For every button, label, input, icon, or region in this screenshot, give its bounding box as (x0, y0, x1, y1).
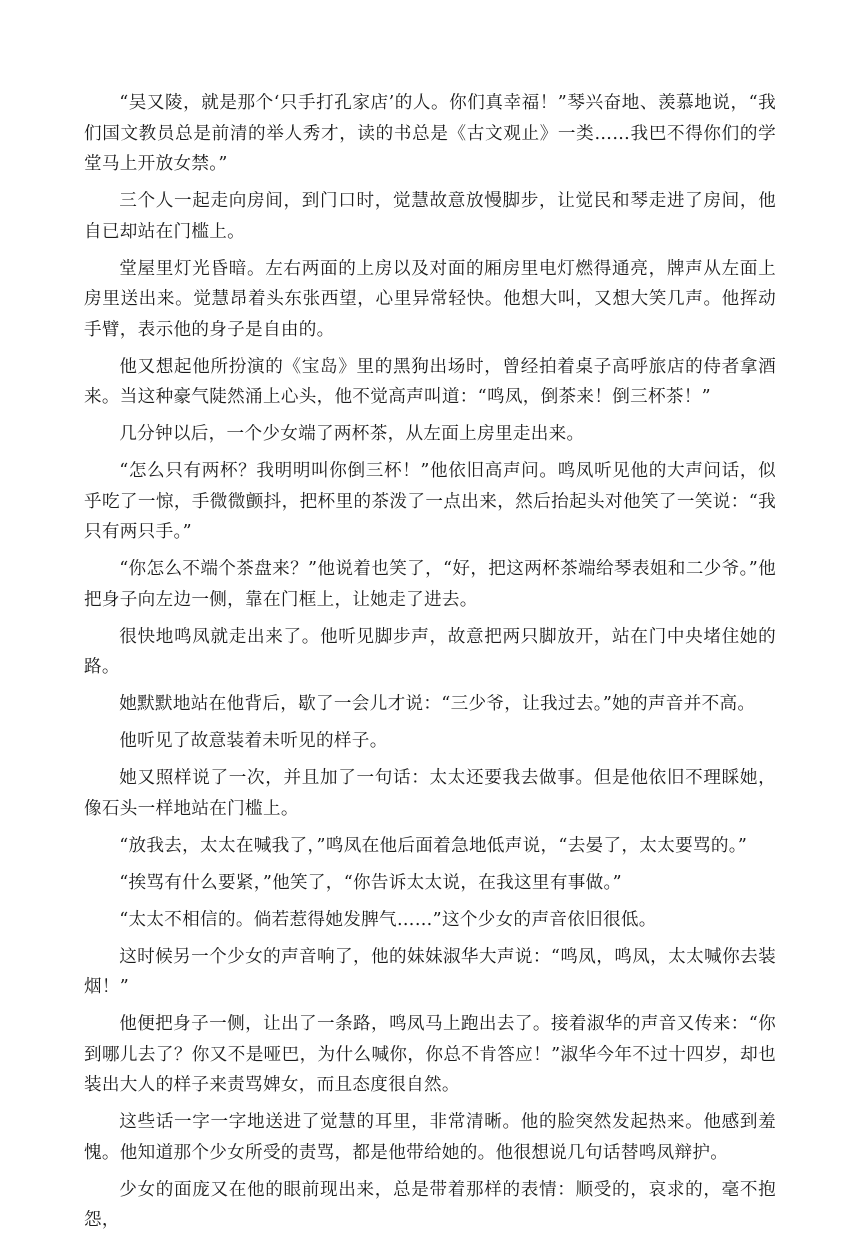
paragraph-15: 这时候另一个少女的声音响了，他的妹妹淑华大声说：“鸣凤，鸣凤，太太喊你去装烟！” (84, 946, 776, 997)
paragraph-3: 堂屋里灯光昏暗。左右两面的上房以及对面的厢房里电灯燃得通亮，牌声从左面上房里送出来。觉慧昂着头东张西望，心里异常轻快。他想大叫，又想大笑几声。他挥动手臂，表示他的身子是自由的。 (84, 258, 776, 340)
paragraph-11: 她又照样说了一次，并且加了一句话：太太还要我去做事。但是他依旧不理睬她，像石头一样地站在门槛上。 (84, 768, 776, 819)
paragraph-12: “放我去，太太在喊我了，”鸣凤在他后面着急地低声说，“去晏了，太太要骂的。” (119, 835, 748, 856)
paragraph-6: “怎么只有两杯？我明明叫你倒三杯！”他依旧高声问。鸣凤听见他的大声问话，似乎吃了一惊，手微微颤抖，把杯里的茶泼了一点出来，然后抬起头对他笑了一笑说：“我只有两只手。” (84, 461, 776, 542)
paragraph-7: “你怎么不端个茶盘来？”他说着也笑了，“好，把这两杯茶端给琴表姐和二少爷。”他把身子向左边一侧，靠在门框上，让她走了进去。 (84, 559, 776, 610)
paragraph-8: 很快地鸣凤就走出来了。他听见脚步声，故意把两只脚放开，站在门中央堵住她的路。 (84, 626, 776, 677)
paragraph-2: 三个人一起走向房间，到门口时，觉慧故意放慢脚步，让觉民和琴走进了房间，他自已却站在门槛上。 (84, 191, 776, 242)
paragraph-4: 他又想起他所扮演的《宝岛》里的黑狗出场时，曾经拍着桌子高呼旅店的侍者拿酒来。当这种豪气陡然涌上心头，他不觉高声叫道：“鸣凤，倒茶来！倒三杯茶！” (84, 356, 776, 407)
paragraph-14: “太太不相信的。倘若惹得她发脾气……”这个少女的声音依旧很低。 (119, 909, 657, 930)
paragraph-13: “挨骂有什么要紧，”他笑了，“你告诉太太说，在我这里有事做。” (119, 872, 622, 893)
paragraph-16: 他便把身子一侧，让出了一条路，鸣凤马上跑出去了。接着淑华的声音又传来：“你到哪儿去了？你又不是哑巴，为什么喊你，你总不肯答应！”淑华今年不过十四岁，却也装出大人的样子来责骂婢女，而且态度很自然。 (84, 1014, 776, 1095)
paragraph-1: “吴又陵，就是那个‘只手打孔家店’的人。你们真幸福！”琴兴奋地、羡慕地说，“我们国文教员总是前清的举人秀才，读的书总是《古文观止》一类……我巴不得你们的学堂马上开放女禁。” (84, 93, 776, 174)
paragraph-18: 少女的面庞又在他的眼前现出来，总是带着那样的表情：顺受的，哀求的，毫不抱怨， (84, 1179, 776, 1230)
paragraph-10: 他听见了故意装着未听见的样子。 (119, 731, 388, 751)
paragraph-17: 这些话一字一字地送进了觉慧的耳里，非常清晰。他的脸突然发起热来。他感到羞愧。他知道那个少女所受的责骂，都是他带给她的。他很想说几句话替鸣凤辩护。 (84, 1112, 776, 1163)
paragraph-9: 她默默地站在他背后，歇了一会儿才说：“三少爷，让我过去。”她的声音并不高。 (119, 694, 756, 714)
paragraph-5: 几分钟以后，一个少女端了两杯茶，从左面上房里走出来。 (119, 424, 585, 444)
